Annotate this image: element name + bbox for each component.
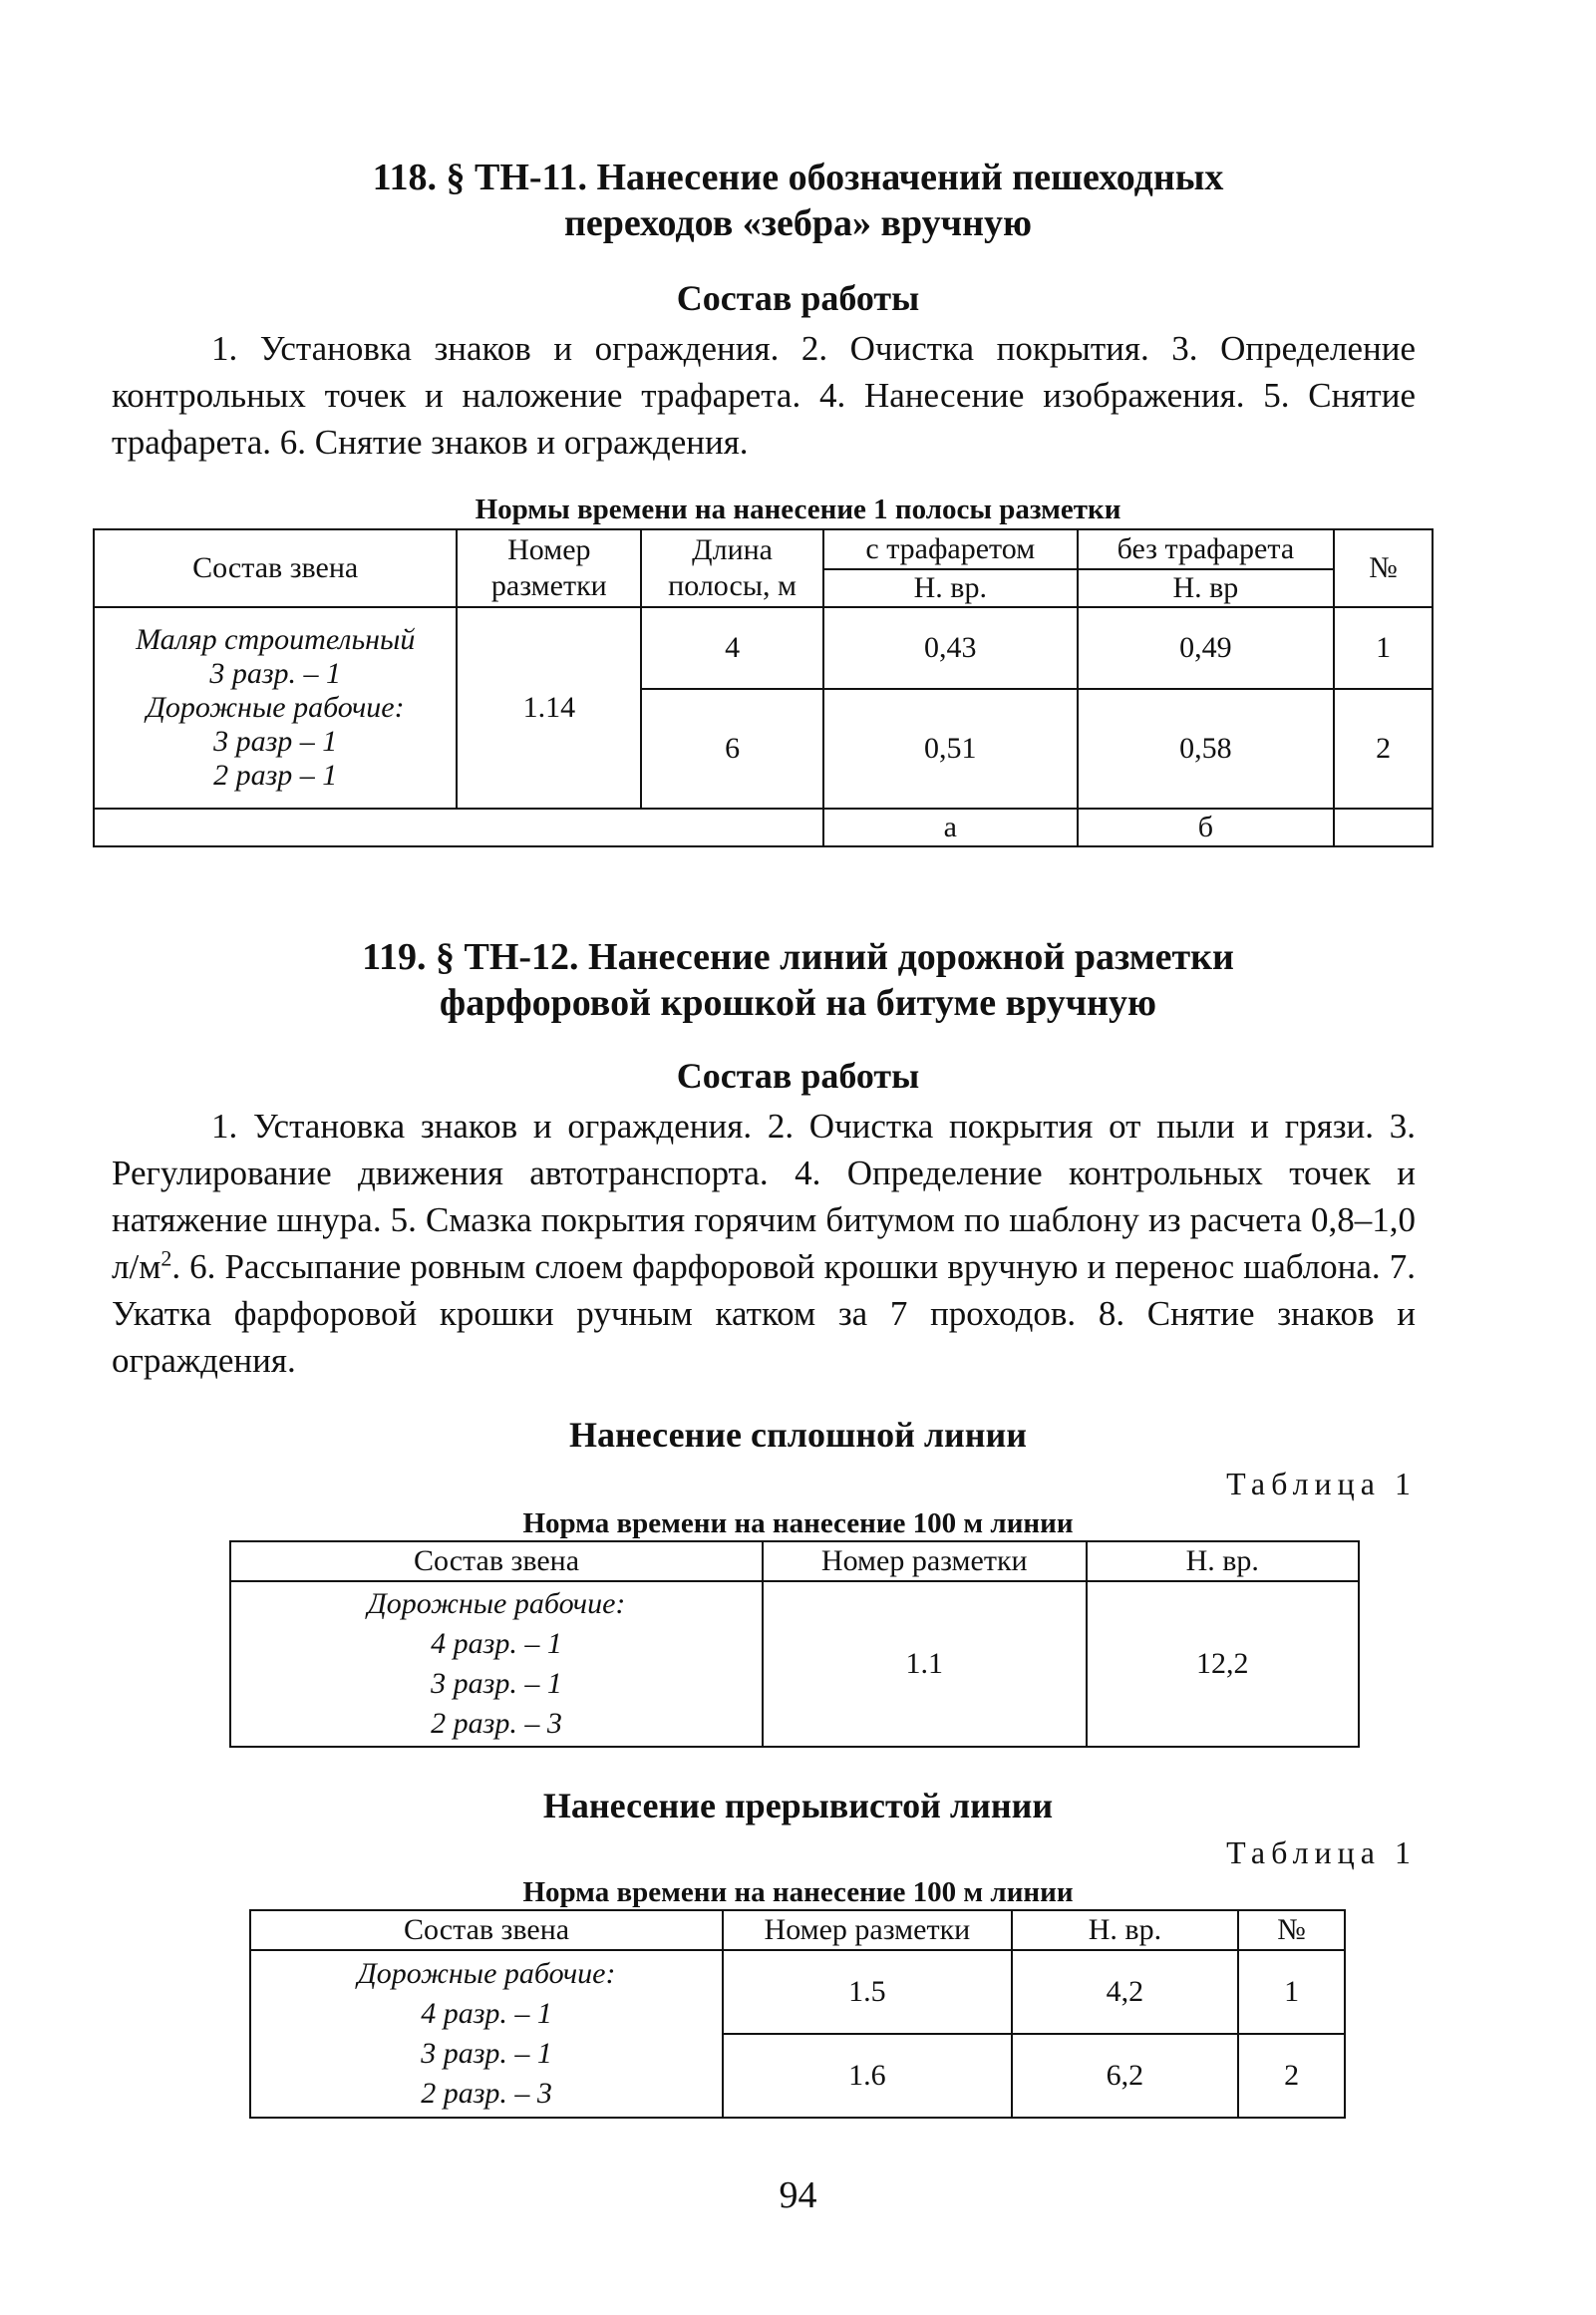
table-cell-without: 0,49 [1078, 607, 1335, 689]
table-cell-mark-number: 1.5 [723, 1950, 1012, 2034]
table-footer-col-b: б [1078, 809, 1335, 846]
table-cell-no: 2 [1334, 689, 1433, 809]
section-118-title-line2: переходов «зебра» вручную [563, 202, 1033, 244]
table-header-norm: Н. вр. [1012, 1910, 1239, 1950]
table-header-mark-number: Номер разметки [457, 529, 641, 607]
crew-line: Дорожные рабочие: [357, 1957, 616, 1990]
table-cell-no: 1 [1334, 607, 1433, 689]
section-119-composition-heading: Состав работы [676, 1056, 920, 1096]
section-119-composition-text [112, 1103, 1416, 1384]
page-number: 94 [779, 2174, 817, 2216]
table-header-norm: Н. вр [1078, 569, 1335, 607]
crew-line: 2 разр – 1 [213, 759, 338, 792]
table-cell-without: 0,58 [1078, 689, 1335, 809]
table-cell-crew [230, 1581, 763, 1747]
table-header-no: № [1334, 529, 1433, 607]
section-118-composition-heading: Состав работы [676, 278, 920, 318]
table-header-crew: Состав звена [230, 1541, 763, 1581]
table-cell-crew [94, 607, 457, 809]
solid-line-table [229, 1540, 1360, 1748]
crew-line: 2 разр. – 3 [431, 1707, 562, 1740]
crew-line: 3 разр. – 1 [421, 2037, 552, 2070]
composition-text-part: . 6. Рассыпание ровным слоем фарфоровой крошки вручную и перенос шаблона. 7. Укатка фарфоровой крошки ручным катком за 7 проходов. 8. Снятие знаков и ограждения. [112, 1247, 1416, 1380]
table-header-norm: Н. вр. [823, 569, 1078, 607]
crew-line: 2 разр. – 3 [421, 2077, 552, 2110]
table-footer-empty [1334, 809, 1433, 846]
section-119-title [0, 934, 1596, 1026]
crew-line: Дорожные рабочие: [367, 1587, 626, 1620]
table-cell-with: 0,43 [823, 607, 1078, 689]
dashed-line-table [249, 1909, 1346, 2119]
dashed-table-caption: Норма времени на нанесение 100 м линии [522, 1876, 1074, 1908]
superscript-2: 2 [160, 1245, 172, 1271]
solid-table-caption: Норма времени на нанесение 100 м линии [522, 1507, 1074, 1539]
dashed-line-heading: Нанесение прерывистой линии [542, 1786, 1054, 1825]
table-header-without-stencil: без трафарета [1078, 529, 1335, 569]
table-header-norm: Н. вр. [1087, 1541, 1359, 1581]
solid-line-heading: Нанесение сплошной линии [569, 1415, 1027, 1455]
section-118-composition-text: 1. Установка знаков и ограждения. 2. Очистка покрытия. 3. Определение контрольных точек и наложение трафарета. 4. Нанесение изображения. 5. Снятие трафарета. 6. Снятие знаков и ограждения. [112, 329, 1416, 462]
crew-line: Дорожные рабочие: [146, 691, 405, 724]
table-header-with-stencil: с трафаретом [823, 529, 1078, 569]
table-cell-with: 0,51 [823, 689, 1078, 809]
table-cell-no: 2 [1238, 2034, 1345, 2118]
section-118-norms-table [93, 528, 1434, 847]
crew-line: 3 разр. – 1 [209, 657, 342, 690]
table-header-length: Длина полосы, м [641, 529, 823, 607]
table-footer-empty [94, 809, 823, 846]
table-header-crew: Состав звена [94, 529, 457, 607]
table-cell-no: 1 [1238, 1950, 1345, 2034]
table-cell-norm: 12,2 [1087, 1581, 1359, 1747]
section-118-title-line1: 118. § ТН-11. Нанесение обозначений пешеходных [372, 157, 1224, 198]
crew-line: 3 разр – 1 [213, 725, 338, 758]
section-119-title-line1: 119. § ТН-12. Нанесение линий дорожной разметки [362, 936, 1234, 978]
table-cell-mark-number: 1.6 [723, 2034, 1012, 2118]
table-cell-mark-number: 1.14 [457, 607, 641, 809]
table-header-crew: Состав звена [250, 1910, 723, 1950]
table-header-mark-number: Номер разметки [723, 1910, 1012, 1950]
crew-line: 4 разр. – 1 [421, 1997, 552, 2030]
table-cell-crew [250, 1950, 723, 2118]
table-cell-norm: 4,2 [1012, 1950, 1239, 2034]
crew-line: Маляр строительный [136, 623, 416, 656]
table-footer-col-a: а [823, 809, 1078, 846]
solid-table-label: Таблица 1 [1226, 1466, 1417, 1501]
table-cell-length: 6 [641, 689, 823, 809]
section-119-title-line2: фарфоровой крошкой на битуме вручную [439, 982, 1157, 1024]
table-header-no: № [1238, 1910, 1345, 1950]
section-118-title [0, 155, 1596, 246]
table-cell-norm: 6,2 [1012, 2034, 1239, 2118]
table-header-mark-number: Номер разметки [763, 1541, 1086, 1581]
table-cell-mark-number: 1.1 [763, 1581, 1086, 1747]
dashed-table-label: Таблица 1 [1226, 1834, 1417, 1870]
table-cell-length: 4 [641, 607, 823, 689]
composition-text-part: 1. Установка знаков и ограждения. 2. Очистка покрытия от пыли и грязи. 3. Регулирование движения автотранспорта. 4. Определение контрольных точек и натяжение шнура. 5. Смазка покрытия горячим битумом по шаблону из расчета 0,8–1,0 л/м [112, 1107, 1416, 1286]
section-118-table-caption: Нормы времени на нанесение 1 полосы разметки [475, 494, 1121, 525]
crew-line: 4 разр. – 1 [431, 1627, 562, 1660]
crew-line: 3 разр. – 1 [431, 1667, 562, 1700]
